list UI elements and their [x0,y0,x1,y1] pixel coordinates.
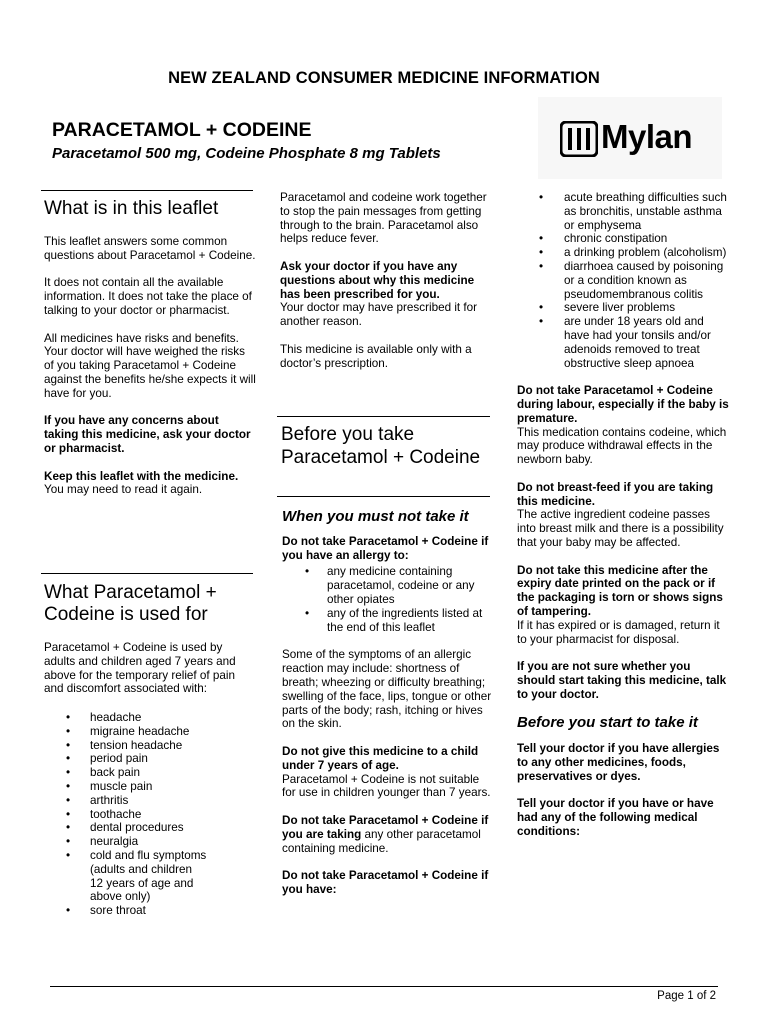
list-item: • period pain [66,752,148,766]
paragraph [517,384,729,467]
allergy-list [282,565,492,634]
section-rule [277,416,490,417]
paragraph [282,814,492,855]
paragraph [282,745,492,800]
paragraph: This leaflet answers some common questions about Paracetamol + Codeine. [44,235,256,262]
bullet-icon: • [539,191,544,204]
bullet-icon: • [66,779,71,793]
paragraph [517,797,729,838]
heading-what-used-for: What Paracetamol + Codeine is used for [44,582,217,625]
list-item: • any medicine containing paracetamol, codeine or any other opiates [305,565,475,606]
column-2 [280,191,490,384]
list-item: • toothache [66,807,142,821]
bullet-icon: • [66,766,71,780]
paragraph [517,481,729,550]
text: The active ingredient codeine passes into breast milk and there is a possibility that your baby may be affected. [517,508,724,549]
bold-text: Do not give this medicine to a child under 7 years of age. [282,744,479,772]
bullet-icon: • [539,246,544,260]
paragraph [282,869,492,897]
bullet-icon: • [539,232,544,246]
list-item: • back pain [66,766,141,780]
column-3 [517,191,729,853]
text: This medication contains codeine, which may produce withdrawal effects in the newborn baby. [517,425,727,467]
bullet-icon: • [66,807,71,821]
list-item: • neuralgia [66,835,139,849]
paragraph [282,535,492,563]
paragraph [517,660,729,701]
bold-text: Do not take Paracetamol + Codeine if you are taking [282,813,489,841]
list-item: • acute breathing difficulties such as bronchitis, unstable asthma or emphysema [539,191,727,232]
bullet-icon: • [66,835,71,849]
heading-what-is-in-leaflet: What is in this leaflet [44,198,219,219]
paragraph: Some of the symptoms of an allergic reaction may include: shortness of breath; wheezing or difficulty breathing; swelling of the face, lips, tongue or other parts of the body; rash, itching or hives on the skin. [282,648,492,731]
column-1-used-for [44,582,256,918]
section-rule [41,573,253,574]
bold-text: Tell your doctor if you have or have had any of the following medical conditions: [517,797,714,839]
conditions-list [517,191,729,370]
list-item: • sore throat [66,904,146,918]
uses-list [44,711,256,918]
paragraph: It does not contain all the available information. It does not take the place of talking to your doctor or pharmacist. [44,276,252,317]
paragraph [517,564,729,647]
text: any other paracetamol containing medicine. [282,827,481,855]
bullet-icon: • [539,315,544,329]
bullet-icon: • [66,904,71,918]
list-item: • dental procedures [66,821,184,835]
column-2-before [281,424,491,469]
list-item: • severe liver problems [539,301,676,315]
product-title: PARACETAMOL + CODEINE [52,119,312,141]
bullet-icon: • [66,738,71,752]
mylan-logo-text: Mylan [601,118,693,155]
list-item: • any of the ingredients listed at the end of this leaflet [305,606,483,634]
paragraph: All medicines have risks and benefits. Your doctor will have weighed the risks of you taking Paracetamol + Codeine against the benefits he/she expects it will have for you. [44,331,256,400]
paragraph [517,742,729,783]
document-header: NEW ZEALAND CONSUMER MEDICINE INFORMATION [168,69,600,87]
list-item: • diarrhoea caused by poisoning or a condition known as pseudomembranous colitis [539,259,724,301]
bullet-icon: • [66,793,71,807]
column-1 [44,198,256,511]
bullet-icon: • [66,724,71,738]
list-item: • migraine headache [66,724,190,738]
mylan-logo [538,97,722,179]
heading-when-must-not-take: When you must not take it [282,508,469,525]
bold-text: Do not take this medicine after the expiry date printed on the pack or if the packaging is torn or shows signs of tampering. [517,563,723,618]
bold-text: If you are not sure whether you should start taking this medicine, talk to your doctor. [517,660,727,701]
list-item: • chronic constipation [539,232,668,246]
list-item: • muscle pain [66,779,153,793]
bullet-icon: • [305,606,310,620]
text: If it has expired or is damaged, return it to your pharmacist for disposal. [517,618,720,646]
list-item: • headache [66,710,142,724]
paragraph [44,414,256,455]
product-subtitle: Paracetamol 500 mg, Codeine Phosphate 8 mg Tablets [52,145,441,162]
page-number: Page 1 of 2 [657,990,716,1002]
list-item: • arthritis [66,793,129,807]
list-item: • tension headache [66,738,183,752]
bold-text: Ask your doctor if you have any questions about why this medicine has been prescribed for you. [280,259,475,301]
heading-before-you-take: Before you take Paracetamol + Codeine [281,424,481,468]
section-rule [41,190,253,191]
list-item: • are under 18 years old and have had your tonsils and/or adenoids removed to treat obstructive sleep apnoea [539,315,711,370]
text: You may need to read it again. [44,483,203,497]
list-item: • a drinking problem (alcoholism) [539,246,727,260]
bullet-icon: • [305,565,310,579]
bold-text: Do not breast-feed if you are taking this medicine. [517,480,714,508]
bold-text: Keep this leaflet with the medicine. [44,469,239,483]
bold-text: Do not take Paracetamol + Codeine if you have: [282,869,489,896]
paragraph: This medicine is available only with a doctor’s prescription. [280,342,472,370]
bullet-icon: • [66,752,71,766]
bullet-icon: • [66,710,71,724]
bullet-icon: • [539,259,544,273]
bold-text: Do not take Paracetamol + Codeine during labour, especially if the baby is premature. [517,384,729,425]
list-item: • cold and flu symptoms (adults and children 12 years of age and above only) [66,848,207,904]
footer-rule [50,986,718,987]
section-rule [277,496,490,497]
text: Paracetamol + Codeine is not suitable for use in children younger than 7 years. [282,772,491,800]
paragraph: Paracetamol and codeine work together to stop the pain messages from getting through to the brain. Paracetamol also helps reduce fever. [280,191,487,246]
paragraph [44,470,256,498]
bullet-icon: • [539,301,544,315]
bold-text: If you have any concerns about taking this medicine, ask your doctor or pharmacist. [44,414,251,455]
bullet-icon: • [66,821,71,835]
paragraph [280,260,490,329]
column-2-must-not [282,507,492,911]
bullet-icon: • [66,848,71,862]
heading-before-you-start: Before you start to take it [517,714,698,732]
bold-text: Tell your doctor if you have allergies to any other medicines, foods, preservatives or dyes. [517,742,720,783]
text: Your doctor may have prescribed it for another reason. [280,301,478,329]
bold-text: Do not take Paracetamol + Codeine if you have an allergy to: [282,535,489,562]
paragraph: Paracetamol + Codeine is used by adults and children aged 7 years and above for the temporary relief of pain and discomfort associated with: [44,641,236,696]
mylan-logo-icon [560,121,598,157]
